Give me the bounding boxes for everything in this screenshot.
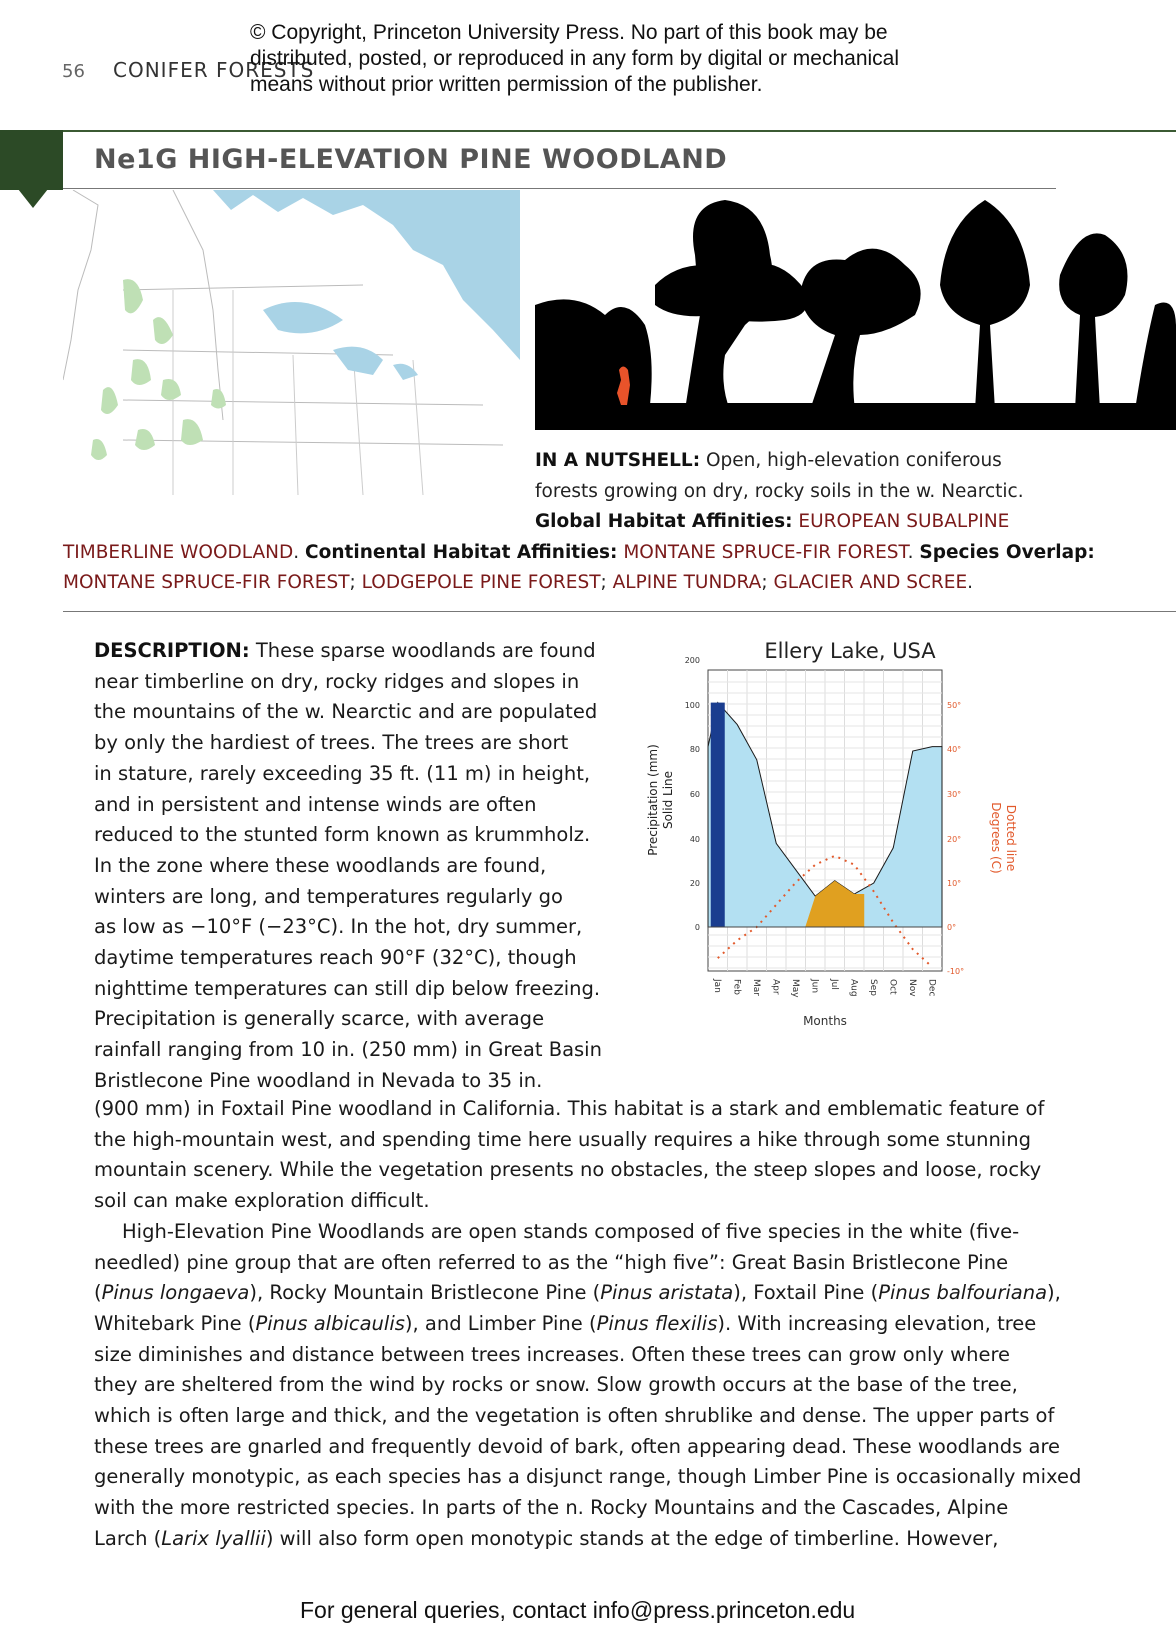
month-label: Sep — [867, 979, 878, 996]
section-title: Ne1G HIGH-ELEVATION PINE WOODLAND — [94, 144, 728, 175]
description-line: winters are long, and temperatures regularly go — [94, 884, 563, 908]
description-line: mountain scenery. While the vegetation presents no obstacles, the steep slopes and loose, rocky — [94, 1158, 1042, 1182]
right-tick-label: 20° — [947, 835, 962, 844]
description-line: These sparse woodlands are found — [255, 639, 596, 662]
month-label: Aug — [848, 979, 859, 997]
nutshell-text: Open, high-elevation coniferous — [706, 450, 1002, 471]
text-run: ), — [1047, 1281, 1061, 1305]
paragraph-line: with the more restricted species. In parts of the n. Rocky Mountains and the Cascades, Alpine — [94, 1496, 1009, 1520]
left-tick-label: 200 — [684, 656, 700, 665]
species-overlap-label: Species Overlap: — [919, 541, 1095, 563]
description-line: daytime temperatures reach 90°F (32°C), though — [94, 946, 577, 970]
separator: ; — [761, 572, 774, 593]
period: . — [293, 541, 300, 563]
left-tick-label: 0 — [694, 923, 700, 932]
text-run: ), Foxtail Pine ( — [733, 1281, 879, 1305]
paragraph-line: size diminishes and distance between trees increases. Often these trees can grow only where — [94, 1342, 1011, 1366]
description-line: In the zone where these woodlands are found, — [94, 853, 547, 877]
description-line: nighttime temperatures can still dip below freezing. — [94, 976, 601, 1000]
top-rule — [0, 130, 1176, 132]
copyright-notice — [250, 20, 970, 98]
description-label: DESCRIPTION: — [94, 639, 250, 662]
overlap-link[interactable]: ALPINE TUNDRA — [612, 572, 762, 593]
habitat-silhouette — [535, 195, 1176, 430]
species-name: Pinus flexilis — [596, 1311, 718, 1335]
description-line: (900 mm) in Foxtail Pine woodland in California. This habitat is a stark and emblematic feature of — [94, 1097, 1045, 1120]
text-run: Larch ( — [94, 1526, 162, 1550]
copyright-line: distributed, posted, or reproduced in any form by digital or mechanical — [250, 47, 900, 70]
right-tick-label: 0° — [947, 923, 957, 932]
copyright-line: means without prior written permission of the publisher. — [250, 73, 763, 96]
continental-affinities-label: Continental Habitat Affinities: — [305, 541, 618, 563]
left-tick-label: 60 — [689, 790, 700, 799]
month-label: Oct — [887, 979, 898, 995]
description-line: reduced to the stunted form known as krummholz. — [94, 823, 591, 847]
section-divider — [63, 611, 1176, 612]
species-name: Pinus albicaulis — [255, 1311, 405, 1335]
period: . — [907, 541, 914, 563]
tree-silhouette — [1059, 233, 1176, 410]
description-line: by only the hardiest of trees. The trees are short — [94, 731, 569, 755]
copyright-line: © Copyright, Princeton University Press. No part of this book may be — [250, 21, 888, 44]
species-name: Pinus aristata — [600, 1281, 734, 1305]
left-tick-label: 40 — [689, 835, 700, 844]
section-tab — [0, 130, 63, 190]
description-line: Precipitation is generally scarce, with average — [94, 1007, 545, 1031]
left-axis-label: Solid Line — [661, 770, 675, 830]
title-rule — [63, 188, 1056, 189]
separator: ; — [600, 572, 613, 593]
running-head: CONIFER FORESTS — [113, 58, 315, 82]
species-name: Larix lyallii — [161, 1526, 266, 1550]
month-label: Apr — [770, 979, 781, 995]
left-tick-label: 80 — [689, 745, 700, 754]
tree-silhouette — [800, 249, 921, 410]
paragraph-line — [94, 1278, 1154, 1309]
tree-silhouette — [940, 200, 1030, 410]
species-name: Pinus balfouriana — [878, 1281, 1048, 1305]
body-text — [94, 1094, 1154, 1555]
description-line: near timberline on dry, rocky ridges and slopes in — [94, 669, 580, 693]
left-axis-label: Precipitation (mm) — [646, 744, 660, 856]
right-axis-label: Dotted line — [1004, 804, 1018, 872]
tree-silhouette — [655, 200, 808, 410]
text-run: Whitebark Pine ( — [94, 1311, 256, 1335]
footer-contact: For general queries, contact info@press.princeton.edu — [300, 1597, 856, 1623]
x-axis-label: Months — [803, 1014, 847, 1028]
text-run: ) will also form open monotypic stands at the edge of timberline. However, — [265, 1526, 999, 1550]
paragraph-line: they are sheltered from the wind by rocks or snow. Slow growth occurs at the base of the tree, — [94, 1373, 1018, 1397]
description-column — [94, 636, 614, 1097]
paragraph-line: generally monotypic, as each species has a disjunct range, though Limber Pine is occasionally mixed — [94, 1465, 1082, 1489]
description-line: as low as −10°F (−23°C). In the hot, dry summer, — [94, 915, 583, 939]
paragraph-line: which is often large and thick, and the vegetation is often shrublike and dense. The upper parts of — [94, 1404, 1055, 1428]
text-run: ). With increasing elevation, tree — [717, 1311, 1037, 1335]
chart-title: Ellery Lake, USA — [764, 639, 936, 663]
global-affinities-label: Global Habitat Affinities: — [535, 511, 793, 532]
climate-chart — [630, 638, 1070, 1078]
month-label: Jan — [711, 979, 722, 993]
month-label: Dec — [926, 979, 937, 997]
month-label: Jun — [809, 979, 820, 994]
nutshell-block — [63, 446, 1095, 599]
description-line: and in persistent and intense winds are often — [94, 792, 537, 816]
text-run: ( — [94, 1281, 102, 1305]
nutshell-text: forests growing on dry, rocky soils in the w. Nearctic. — [535, 480, 1024, 502]
right-tick-label: 30° — [947, 790, 962, 799]
paragraph-line — [94, 1524, 1154, 1555]
left-tick-label: 100 — [684, 701, 700, 710]
paragraph-line: High-Elevation Pine Woodlands are open stands composed of five species in the white (five- — [122, 1219, 1020, 1243]
overlap-link[interactable]: MONTANE SPRUCE-FIR FOREST — [63, 572, 350, 593]
text-run: ), Rocky Mountain Bristlecone Pine ( — [249, 1281, 601, 1305]
section-tab-pointer — [18, 189, 48, 208]
overlap-link[interactable]: LODGEPOLE PINE FOREST — [361, 572, 601, 593]
month-label: Feb — [731, 979, 742, 995]
global-affinity-link[interactable]: TIMBERLINE WOODLAND — [63, 541, 294, 563]
month-label: Mar — [750, 979, 761, 996]
left-tick-label: 20 — [689, 879, 700, 888]
month-label: Nov — [906, 979, 917, 997]
page-number: 56 — [62, 61, 85, 82]
overlap-link[interactable]: GLACIER AND SCREE — [773, 572, 968, 593]
month-label: May — [789, 979, 800, 998]
nutshell-label: IN A NUTSHELL: — [535, 450, 701, 471]
species-name: Pinus longaeva — [101, 1281, 250, 1305]
month-label: Jul — [828, 979, 839, 990]
right-tick-label: 10° — [947, 879, 962, 888]
right-tick-label: 50° — [947, 701, 962, 710]
period: . — [967, 572, 974, 593]
paragraph-line — [94, 1309, 1154, 1340]
description-line: in stature, rarely exceeding 35 ft. (11 m) in height, — [94, 761, 591, 785]
description-line: Bristlecone Pine woodland in Nevada to 35 in. — [94, 1068, 543, 1092]
right-axis-label: Degrees (C) — [989, 802, 1003, 874]
description-line: the mountains of the w. Nearctic and are populated — [94, 700, 598, 724]
paragraph-line: these trees are gnarled and frequently devoid of bark, often appearing dead. These woodlands are — [94, 1434, 1061, 1458]
description-line: rainfall ranging from 10 in. (250 mm) in Great Basin — [94, 1038, 602, 1062]
description-line: soil can make exploration difficult. — [94, 1189, 430, 1213]
right-tick-label: 40° — [947, 745, 962, 754]
text-run: ), and Limber Pine ( — [404, 1311, 597, 1335]
description-line: the high-mountain west, and spending time here usually requires a hike through some stunning — [94, 1127, 1031, 1151]
right-tick-label: -10° — [947, 967, 965, 976]
wettest-month-bar — [711, 703, 725, 927]
ground — [535, 403, 1176, 430]
global-affinity-link[interactable]: EUROPEAN SUBALPINE — [798, 511, 1010, 532]
continental-affinity-link[interactable]: MONTANE SPRUCE-FIR FOREST — [623, 541, 908, 563]
separator: ; — [349, 572, 362, 593]
paragraph-line: needled) pine group that are often referred to as the “high five”: Great Basin Bristlecone Pine — [94, 1250, 1009, 1274]
